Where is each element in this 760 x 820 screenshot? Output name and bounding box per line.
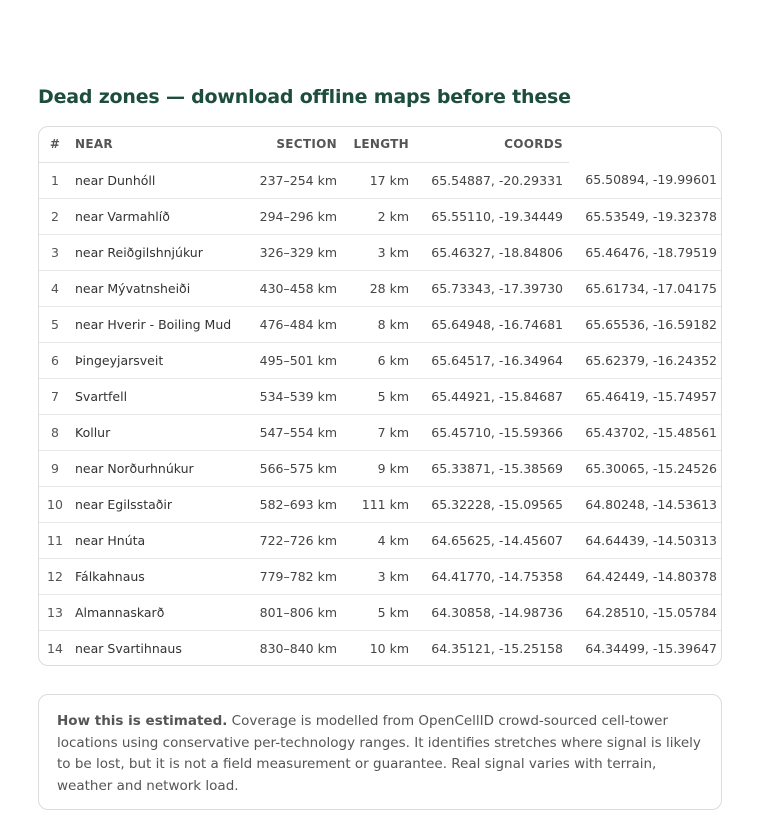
row-coord-start: 65.32228, -15.09565	[409, 486, 569, 522]
table-row	[39, 522, 722, 558]
row-index: 9	[39, 450, 71, 486]
row-coord-end: 64.42449, -14.80378	[569, 558, 722, 594]
row-index: 12	[39, 558, 71, 594]
row-near: Fálkahnaus	[71, 558, 239, 594]
table-row	[39, 594, 722, 630]
row-coord-end: 64.80248, -14.53613	[569, 486, 722, 522]
row-coord-end: 65.53549, -19.32378	[569, 198, 722, 234]
row-index: 2	[39, 198, 71, 234]
header-section: SECTION	[239, 127, 337, 162]
header-coords-end	[569, 127, 722, 162]
row-section: 830–840 km	[259, 640, 337, 656]
row-coord-start: 65.64517, -16.34964	[409, 342, 569, 378]
row-section: 495–501 km	[239, 342, 337, 378]
row-section: 294–296 km	[239, 198, 337, 234]
row-coord-start: 65.45710, -15.59366	[409, 414, 569, 450]
row-index: 1	[39, 162, 71, 198]
row-near: near Reiðgilshnjúkur	[71, 234, 239, 270]
row-near: near Varmahlíð	[71, 198, 239, 234]
row-length: 5 km	[337, 378, 409, 414]
header-coords: COORDS	[409, 127, 569, 162]
row-index: 5	[39, 306, 71, 342]
row-length: 7 km	[337, 414, 409, 450]
table-row	[39, 378, 722, 414]
page-title: Dead zones — download offline maps before these	[38, 86, 571, 108]
row-section: 722–726 km	[239, 522, 337, 558]
header-near: NEAR	[71, 127, 239, 162]
row-length: 5 km	[337, 594, 409, 630]
row-length: 4 km	[337, 522, 409, 558]
table-header-row	[39, 127, 722, 162]
row-coord-start: 65.33871, -15.38569	[409, 450, 569, 486]
row-near: near Svartihnaus	[75, 640, 182, 656]
row-length: 111 km	[337, 486, 409, 522]
header-index: #	[39, 127, 71, 162]
row-section: 566–575 km	[239, 450, 337, 486]
table-row	[39, 342, 722, 378]
row-near: Þingeyjarsveit	[71, 342, 239, 378]
row-length: 28 km	[337, 270, 409, 306]
note-heading: How this is estimated.	[57, 713, 228, 729]
row-near: near Hverir - Boiling Mud	[71, 306, 239, 342]
row-coord-end: 65.62379, -16.24352	[569, 342, 722, 378]
row-near: near Hnúta	[71, 522, 239, 558]
row-index: 14	[47, 640, 63, 656]
row-length: 3 km	[337, 558, 409, 594]
table-row	[39, 450, 722, 486]
table-row	[39, 306, 722, 342]
table-row	[39, 270, 722, 306]
table-row	[39, 558, 722, 594]
row-near: Svartfell	[71, 378, 239, 414]
row-coord-start: 64.30858, -14.98736	[409, 594, 569, 630]
table-row	[39, 486, 722, 522]
table-row	[39, 630, 722, 666]
row-coord-start: 65.44921, -15.84687	[409, 378, 569, 414]
table-row	[39, 234, 722, 270]
row-coord-end: 65.46419, -15.74957	[569, 378, 722, 414]
row-length: 9 km	[337, 450, 409, 486]
row-coord-end: 65.43702, -15.48561	[569, 414, 722, 450]
row-near: near Egilsstaðir	[71, 486, 239, 522]
estimation-note	[38, 694, 722, 810]
row-coord-start: 64.41770, -14.75358	[409, 558, 569, 594]
row-section: 779–782 km	[239, 558, 337, 594]
row-section: 547–554 km	[239, 414, 337, 450]
row-length: 8 km	[337, 306, 409, 342]
dead-zones-table	[39, 127, 722, 666]
row-coord-end: 64.28510, -15.05784	[569, 594, 722, 630]
row-coord-end: 65.46476, -18.79519	[569, 234, 722, 270]
row-index: 6	[39, 342, 71, 378]
row-section: 430–458 km	[239, 270, 337, 306]
row-index: 11	[39, 522, 71, 558]
row-index: 4	[39, 270, 71, 306]
row-near: Kollur	[71, 414, 239, 450]
row-coord-start: 65.54887, -20.29331	[409, 162, 569, 198]
note-body: Coverage is modelled from OpenCellID crowd-sourced cell-tower locations using conservative per-technology ranges. It identifies stretches where signal is likely to be lost, but it is not a field measurement or guarantee. Real signal varies with terrain, weather and network load.	[57, 713, 701, 794]
row-coord-start: 65.55110, -19.34449	[409, 198, 569, 234]
row-coord-start: 65.73343, -17.39730	[409, 270, 569, 306]
row-section: 237–254 km	[239, 162, 337, 198]
row-section: 801–806 km	[239, 594, 337, 630]
row-coord-end: 64.64439, -14.50313	[569, 522, 722, 558]
row-length: 3 km	[337, 234, 409, 270]
row-section: 582–693 km	[239, 486, 337, 522]
row-length: 6 km	[337, 342, 409, 378]
row-coord-end: 65.50894, -19.99601	[569, 162, 722, 198]
row-coord-start: 65.46327, -18.84806	[409, 234, 569, 270]
row-index: 13	[39, 594, 71, 630]
row-section: 326–329 km	[239, 234, 337, 270]
row-near: near Mývatnsheiði	[71, 270, 239, 306]
table-row	[39, 414, 722, 450]
row-near: near Dunhóll	[71, 162, 239, 198]
row-coord-start: 64.65625, -14.45607	[409, 522, 569, 558]
row-index: 8	[39, 414, 71, 450]
row-index: 7	[39, 378, 71, 414]
row-index: 3	[39, 234, 71, 270]
row-section: 476–484 km	[239, 306, 337, 342]
row-index: 10	[39, 486, 71, 522]
table-row	[39, 198, 722, 234]
row-near: near Norðurhnúkur	[71, 450, 239, 486]
row-length: 17 km	[337, 162, 409, 198]
row-length: 10 km	[369, 640, 409, 656]
row-coord-end: 65.65536, -16.59182	[569, 306, 722, 342]
row-length: 2 km	[337, 198, 409, 234]
dead-zones-table-card	[38, 126, 722, 666]
row-coord-end: 64.34499, -15.39647	[585, 640, 717, 656]
row-near: Almannaskarð	[71, 594, 239, 630]
row-coord-end: 65.30065, -15.24526	[569, 450, 722, 486]
row-coord-start: 65.64948, -16.74681	[409, 306, 569, 342]
row-coord-start: 64.35121, -15.25158	[431, 640, 563, 656]
table-row	[39, 162, 722, 198]
row-section: 534–539 km	[239, 378, 337, 414]
row-coord-end: 65.61734, -17.04175	[569, 270, 722, 306]
header-length: LENGTH	[337, 127, 409, 162]
